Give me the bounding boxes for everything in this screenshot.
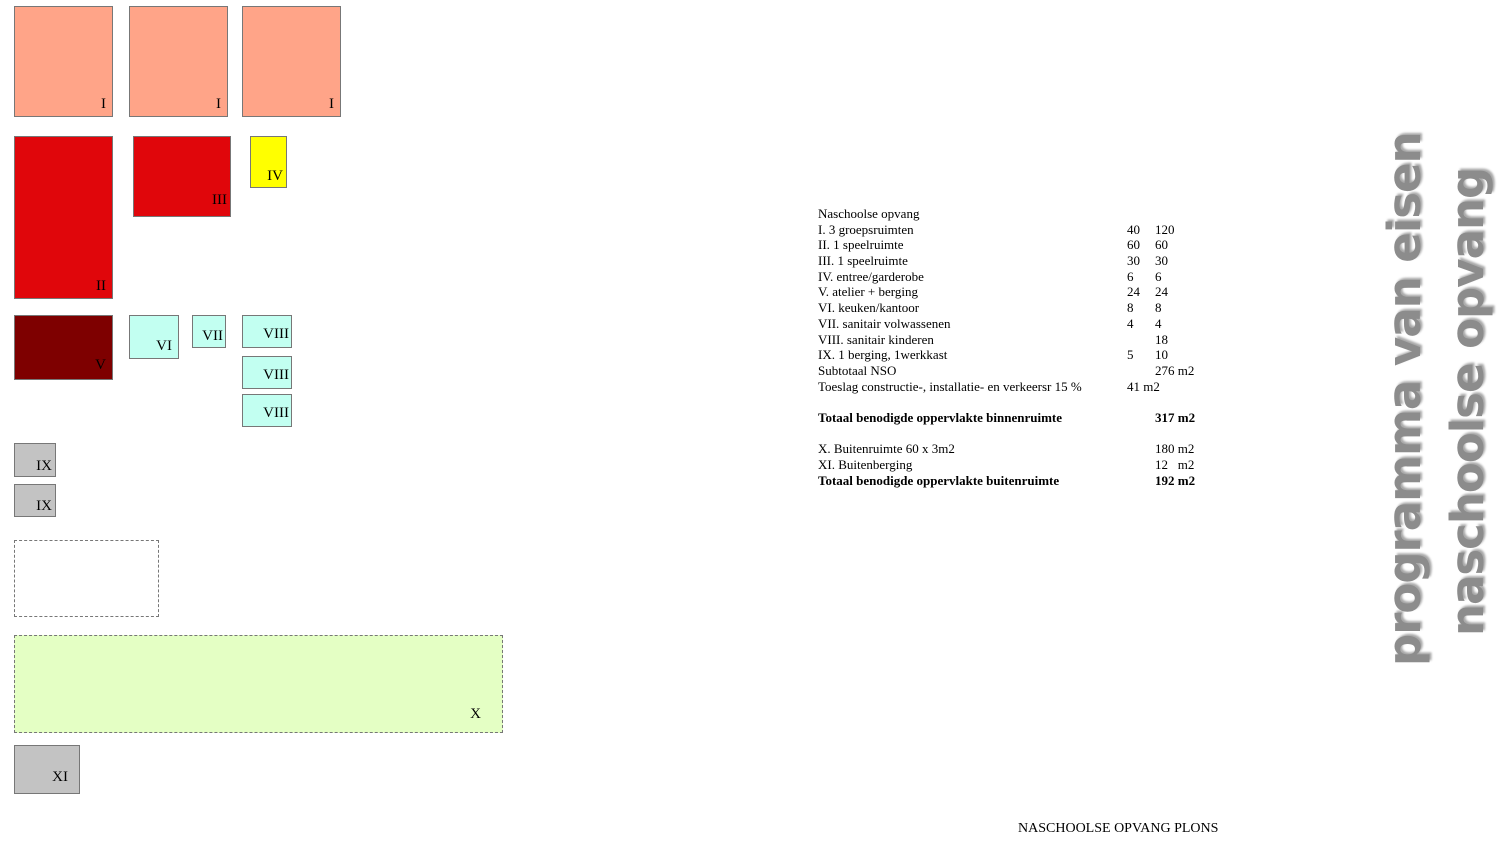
outdoor-row: X. Buitenruimte 60 x 3m2 180 m2 (818, 441, 1195, 457)
outdoor-row: XI. Buitenberging 12 m2 (818, 457, 1195, 472)
outdoor-area (14, 635, 503, 733)
entry-room (250, 136, 287, 188)
room-label: IX (36, 498, 52, 514)
group-room-2 (129, 6, 228, 117)
room-label: V (95, 357, 106, 373)
outdoor-storage-room (14, 745, 80, 794)
footer-title: NASCHOOLSE OPVANG PLONS (1018, 821, 1219, 836)
room-label: VI (156, 338, 172, 354)
play-room-large (14, 136, 113, 299)
group-room-1 (14, 6, 113, 117)
storage-room-1 (14, 443, 56, 477)
group-room-3 (242, 6, 341, 117)
room-label: I (329, 96, 334, 112)
program-row: III. 1 speelruimte 30 30 (818, 253, 1168, 269)
storage-room-2 (14, 484, 56, 517)
sanitary-kids-room-3 (242, 394, 292, 427)
room-label: VIII (263, 326, 289, 342)
room-label: X (470, 706, 481, 722)
program-heading: Naschoolse opvang (818, 206, 920, 221)
program-row: VIII. sanitair kinderen 18 (818, 331, 1168, 347)
empty-area-outline (14, 540, 159, 617)
atelier-room (14, 315, 113, 380)
program-row: Toeslag constructie-, installatie- en verkeersr 15 % 41 m2 (818, 378, 1160, 394)
room-label: XI (52, 769, 68, 785)
room-label: VIII (263, 405, 289, 421)
play-room-small (133, 136, 231, 217)
total-indoor-row: Totaal benodigde oppervlakte binnenruimte 317 m2 (818, 409, 1196, 425)
room-label: II (96, 278, 106, 294)
program-row: IV. entree/garderobe 6 6 (818, 268, 1162, 284)
kitchen-office-room (129, 315, 179, 359)
room-label: I (101, 96, 106, 112)
room-label: VII (202, 328, 223, 344)
program-row: VI. keuken/kantoor 8 8 (818, 300, 1162, 316)
room-label: VIII (263, 367, 289, 383)
program-row: VII. sanitair volwassenen 4 4 (818, 315, 1162, 331)
room-label: IX (36, 458, 52, 474)
program-row: II. 1 speelruimte 60 60 (818, 237, 1168, 253)
program-row: IX. 1 berging, 1werkkast 5 10 (818, 347, 1168, 363)
sanitary-kids-room-1 (242, 315, 292, 348)
program-row: I. 3 groepsruimten 40 120 (818, 221, 1175, 237)
sanitary-adults-room (192, 315, 226, 348)
room-label: IV (267, 168, 283, 184)
total-outdoor-row: Totaal benodigde oppervlakte buitenruimte 192 m2 (818, 472, 1196, 488)
room-label: I (216, 96, 221, 112)
program-row: Subtotaal NSO 276 m2 (818, 362, 1195, 378)
program-row: V. atelier + berging 24 24 (818, 284, 1168, 300)
sanitary-kids-room-2 (242, 356, 292, 389)
room-label: III (212, 192, 227, 208)
program-table (818, 206, 1238, 488)
